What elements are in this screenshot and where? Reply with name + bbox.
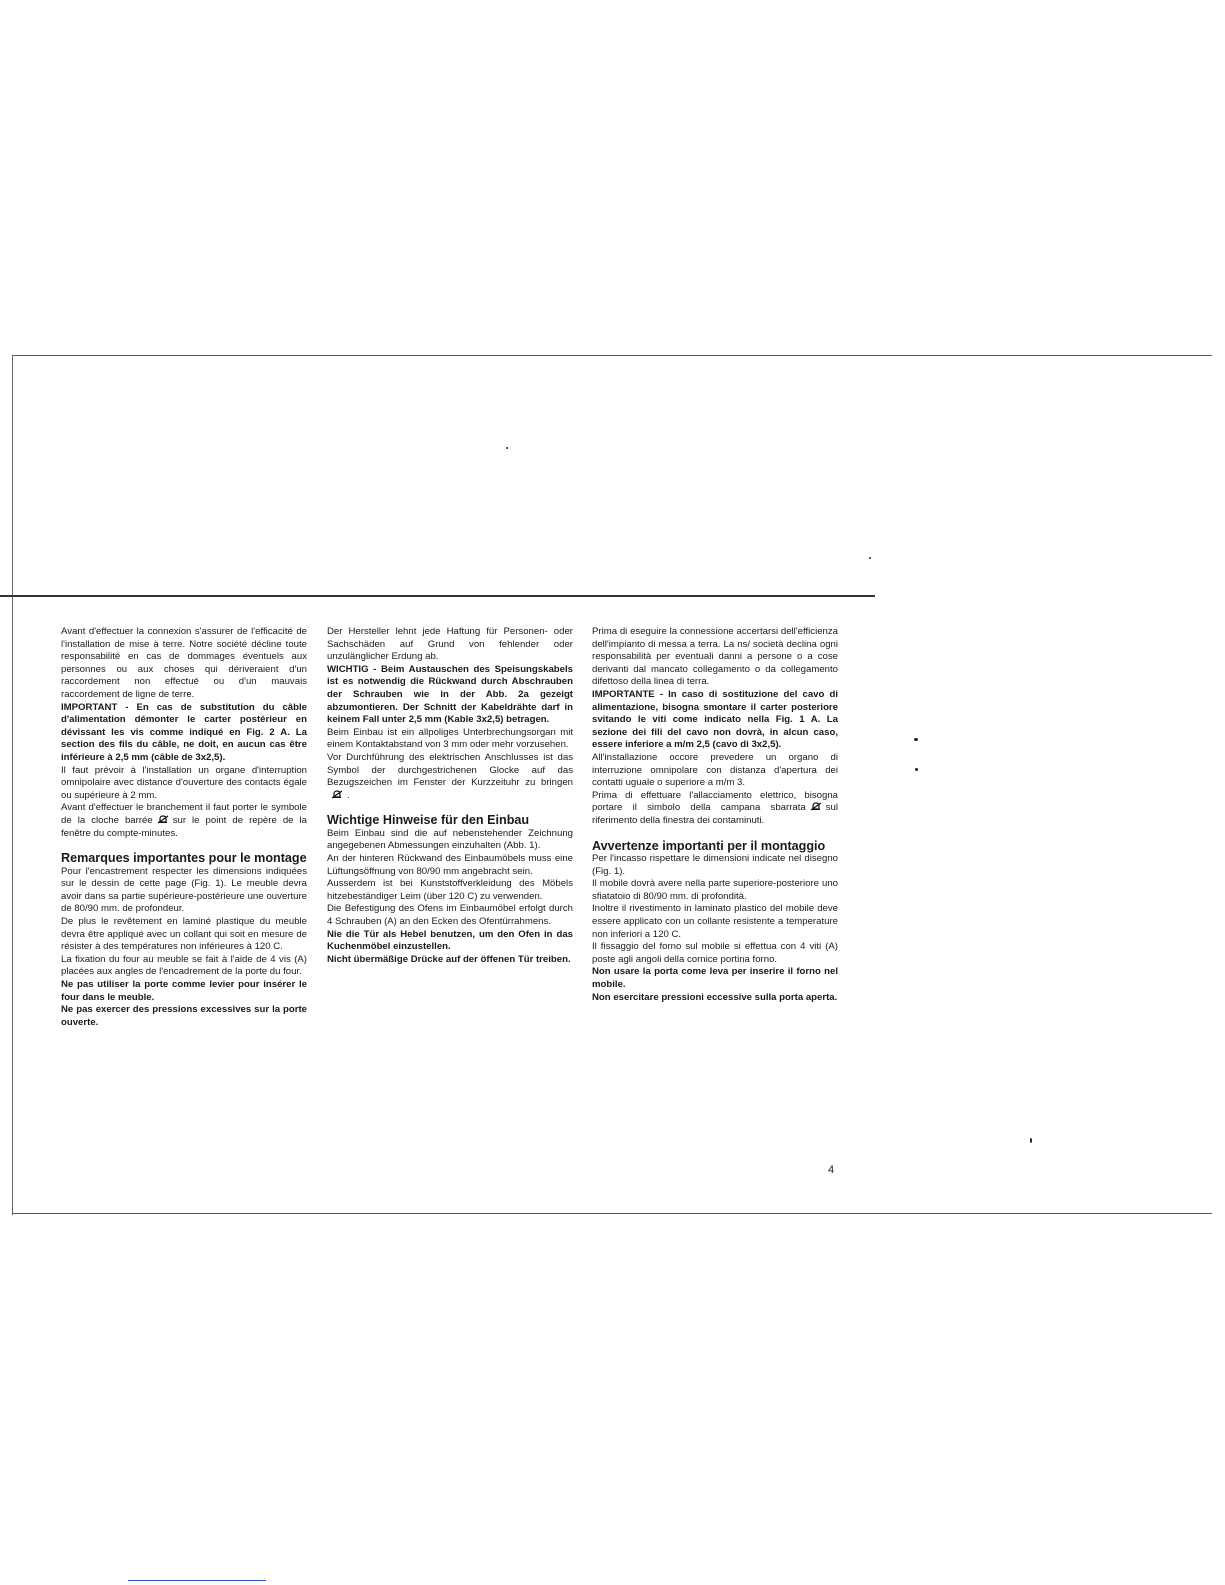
fr-paragraph-7: La fixation du four au meuble se fait à l'aide de 4 vis (A) placées aux angles de l'encadrement de la porte du four. xyxy=(61,953,307,978)
de-paragraph-4 xyxy=(327,752,573,802)
de-heading: Wichtige Hinweise für den Einbau xyxy=(327,813,530,828)
it-paragraph-5: Per l'incasso rispettare le dimensioni indicate nel disegno (Fig. 1). xyxy=(592,853,838,877)
crossed-bell-icon xyxy=(331,790,343,799)
fr-warning-2: Ne pas exercer des pressions excessives sur la porte ouverte. xyxy=(61,1004,307,1028)
fr-paragraph-6: De plus le revêtement en laminé plastique du meuble devra être appliqué avec un collant qui soit en mesure de résister à des températures non inférieures à 120 C. xyxy=(61,915,307,953)
crossed-bell-icon xyxy=(810,802,822,811)
de-paragraph-7: Ausserdem ist bei Kunststoffverkleidung des Möbels hitzebeständiger Leim (über 120 C) zu verwenden. xyxy=(327,878,573,902)
de-p4-text-b: . xyxy=(347,789,350,801)
de-paragraph-1: Der Hersteller lehnt jede Haftung für Personen- oder Sachschäden auf Grund von fehlender oder unzulänglicher Erdung ab. xyxy=(327,626,573,663)
it-warning-1: Non usare la porta come leva per inserire il forno nel mobile. xyxy=(592,966,838,990)
de-paragraph-6: An der hinteren Rückwand des Einbaumöbels muss eine Lüftungsöffnung von 80/90 mm angebracht sein. xyxy=(327,853,573,877)
fr-paragraph-3: Il faut prévoir à l'installation un organe d'interruption omnipolaire avec distance d'ouverture des contacts égale ou supérieure à 2 mm. xyxy=(61,764,307,801)
scan-speck xyxy=(914,738,918,741)
column-french xyxy=(61,626,307,1029)
scan-speck xyxy=(869,557,871,559)
fr-paragraph-5: Pour l'encastrement respecter les dimensions indiquées sur le dessin de cette page (Fig. 1). Le meuble devra avoir dans sa partie supérieure-postérieure une ouverture de 80/90 mm. de profondeur. xyxy=(61,865,307,915)
top-border-line xyxy=(12,355,1212,356)
it-paragraph-4 xyxy=(592,790,838,828)
it-paragraph-8: Il fissaggio del forno sul mobile si effettua con 4 viti (A) poste agli angoli della cornice portina forno. xyxy=(592,941,838,965)
scan-edge-mark xyxy=(128,1580,266,1581)
fr-p4-text-b: sur le point de repère de la fenêtre du compte-minutes. xyxy=(61,814,307,839)
fr-warning-1: Ne pas utiliser la porte comme levier pour insérer le four dans le meuble. xyxy=(61,978,307,1003)
fr-p4-text-a: Avant d'effectuer le branchement il faut porter le symbole de la cloche barrée xyxy=(61,802,307,826)
it-important: IMPORTANTE - In caso di sostituzione del cavo di alimentazione, bisogna smontare il carter posteriore svitando le viti come indicato nella Fig. 1 A. La sezione dei fili del cavo non dovrà, in alcun caso, essere inferiore a m/m 2,5 (cavo di 3x2,5). xyxy=(592,688,838,751)
column-italian xyxy=(592,626,838,1004)
de-warning-1: Nie die Tür als Hebel benutzen, um den Ofen in das Kuchenmöbel einzustellen. xyxy=(327,928,573,953)
fr-paragraph-1: Avant d'effectuer la connexion s'assurer de l'efficacité de l'installation de mise à terre. Notre société décline toute responsabilité en cas de dommages éventuels aux personnes ou aux choses qui dériveraient d'un raccordement non effectué ou d'un mauvais raccordement de ligne de terre. xyxy=(61,626,307,700)
scan-speck xyxy=(1030,1138,1032,1143)
fr-paragraph-4 xyxy=(61,802,307,840)
de-important: WICHTIG - Beim Austauschen des Speisungskabels ist es notwendig die Rückwand durch Abschrauben der Schrauben wie in der Abb. 2a gezeigt abzumontieren. Der Schnitt der Kabeldrähte darf in keinem Fall unter 2,5 mm (Kable 3x2,5) betragen. xyxy=(327,663,573,726)
it-paragraph-1: Prima di eseguire la connessione accertarsi dell'efficienza dell'impianto di messa a terra. La ns/ società declina ogni responsabilità per eventuali danni a persone o a cose derivanti dal mancato collegamento o da collegamento difettoso della linea di terra. xyxy=(592,626,838,688)
it-heading: Avvertenze importanti per il montaggio xyxy=(592,838,826,853)
de-paragraph-8: Die Befestigung des Ofens im Einbaumöbel erfolgt durch 4 Schrauben (A) an den Ecken des Ofentürrahmens. xyxy=(327,903,573,927)
fold-line xyxy=(0,595,875,597)
it-p4-text-b: sul riferimento della finestra dei contaminuti. xyxy=(592,802,838,826)
scan-speck xyxy=(506,447,508,449)
left-border-line xyxy=(12,355,13,1215)
de-warning-2: Nicht übermäßige Drücke auf der öffenen Tür treiben. xyxy=(327,953,571,965)
de-paragraph-3: Beim Einbau ist ein allpoliges Unterbrechungsorgan mit einem Kontaktabstand von 3 mm oder mehr vorzusehen. xyxy=(327,726,573,751)
fr-heading: Remarques importantes pour le montage xyxy=(61,851,307,866)
column-german xyxy=(327,626,573,966)
page-number: 4 xyxy=(828,1164,835,1176)
it-p4-text-a: Prima di effettuare l'allacciamento elettrico, bisogna portare il simbolo della campana sbarrata xyxy=(592,789,838,814)
it-warning-2: Non esercitare pressioni eccessive sulla porta aperta. xyxy=(592,991,838,1003)
bottom-border-line xyxy=(12,1213,1212,1214)
crossed-bell-icon xyxy=(157,815,169,824)
fr-important: IMPORTANT - En cas de substitution du câble d'alimentation démonter le carter postérieur en dévissant les vis comme indiqué en Fig. 2 A. La section des fils du câble, ne doit, en aucun cas être inférieure à 2,5 mm (câble de 3x2,5). xyxy=(61,701,307,763)
scan-speck xyxy=(915,768,918,771)
de-paragraph-5: Beim Einbau sind die auf nebenstehender Zeichnung angegebenen Abmessungen einzuhalten (Abb. 1). xyxy=(327,827,573,852)
it-paragraph-7: Inoltre il rivestimento in laminato plastico del mobile deve essere applicato con un collante resistente a temperature non inferiori a 120 C. xyxy=(592,903,838,940)
de-p4-text-a: Vor Durchführung des elektrischen Anschlusses ist das Symbol der durchgestrichenen Glocke auf das Bezugszeichen im Fenster der Kurzzeituhr zu bringen xyxy=(327,751,573,789)
it-paragraph-6: Il mobile dovrà avere nella parte superiore-posteriore uno sfiatatoio di 80/90 mm. di profondità. xyxy=(592,878,838,902)
it-paragraph-3: All'installazione occore prevedere un organo di interruzione omnipolare con distanza d'apertura dei contatti uguale o superiore a m/m 3. xyxy=(592,751,838,789)
